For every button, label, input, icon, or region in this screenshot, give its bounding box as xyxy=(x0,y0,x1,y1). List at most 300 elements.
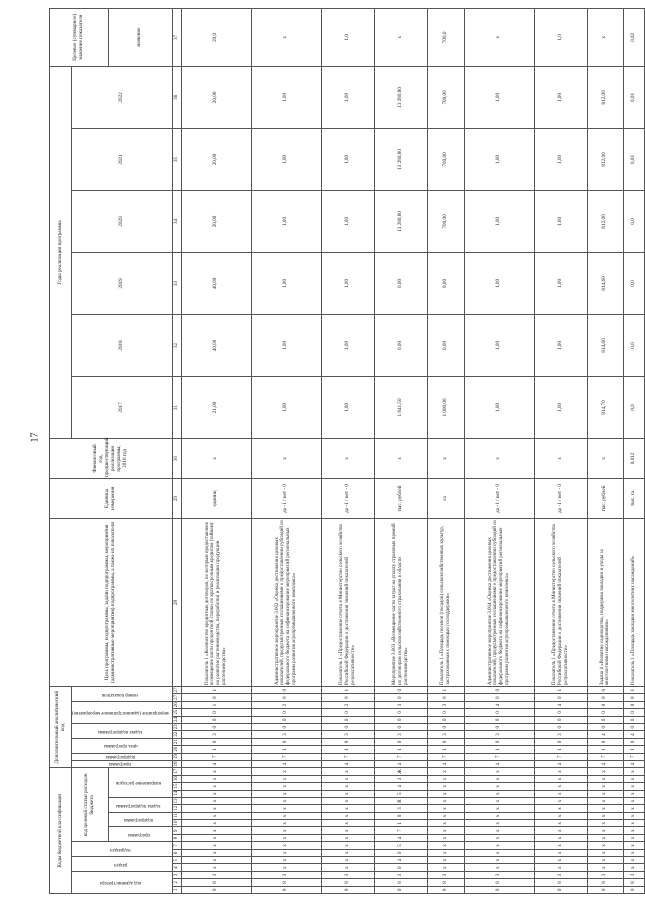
header-target-value: значение xyxy=(108,8,172,66)
code-cell: x xyxy=(464,842,534,849)
code-cell: x xyxy=(251,783,321,790)
fin-year-cell: x xyxy=(321,438,374,478)
code-cell: x xyxy=(181,857,251,864)
year-value-cell: 0,00 xyxy=(374,252,427,314)
code-cell: x xyxy=(534,827,587,834)
header-target-article-0 xyxy=(108,827,172,842)
code-cell: x xyxy=(587,827,623,834)
code-cell: 3 xyxy=(534,871,587,878)
year-value-cell: 13 280,80 xyxy=(374,66,427,128)
code-cell: 4 xyxy=(374,783,427,790)
indicator-description: Показатель 1 «Количество кредитных договоров, по которым предоставлено возмещение части процентной ставки по краткосрочным кредитам (займам) на развитие растениеводства, переработки и реализации продукции растениеводства» xyxy=(181,518,251,686)
code-cell: 0 xyxy=(534,694,587,701)
code-cell: 0 xyxy=(624,709,644,716)
code-cell: 0 xyxy=(587,709,623,716)
code-cell: x xyxy=(181,812,251,819)
code-cell: 8 xyxy=(251,879,321,886)
code-cell: 0 xyxy=(374,864,427,871)
code-cell: 0 xyxy=(321,738,374,745)
code-cell: x xyxy=(321,820,374,827)
code-cell: x xyxy=(587,775,623,782)
code-cell: x xyxy=(251,834,321,841)
column-number-year: 33 xyxy=(172,252,181,314)
column-number: 6 xyxy=(172,849,181,856)
column-number: 17 xyxy=(172,768,181,775)
column-number: 9 xyxy=(172,827,181,834)
code-cell: x xyxy=(428,805,464,812)
code-cell: x xyxy=(587,768,623,775)
code-cell: 3 xyxy=(464,871,534,878)
year-value-cell: 1,00 xyxy=(251,128,321,190)
code-cell: 0 xyxy=(251,694,321,701)
code-cell: 0 xyxy=(534,738,587,745)
code-cell: 0 xyxy=(321,694,374,701)
year-value-cell: 1,00 xyxy=(321,376,374,438)
code-cell: x xyxy=(321,812,374,819)
header-sub-extra-label: задача подпрограммы xyxy=(98,728,143,734)
year-value-cell: 0,01 xyxy=(624,66,644,128)
table-row xyxy=(464,8,534,893)
code-cell: x xyxy=(624,797,644,804)
code-cell: x xyxy=(181,864,251,871)
code-cell: 0 xyxy=(464,716,534,723)
code-cell: 4 xyxy=(374,760,427,767)
code-cell: x xyxy=(624,768,644,775)
year-value-cell: 1,00 xyxy=(464,376,534,438)
code-cell: 0 xyxy=(251,738,321,745)
code-cell: x xyxy=(534,857,587,864)
column-number-desc: 28 xyxy=(172,518,181,686)
code-cell: 1 xyxy=(428,686,464,694)
code-cell: 8 xyxy=(534,879,587,886)
code-cell: 1 xyxy=(321,686,374,694)
unit-cell: единиц xyxy=(181,478,251,518)
column-number-year: 32 xyxy=(172,314,181,376)
code-cell: 4 xyxy=(587,760,623,767)
code-cell: x xyxy=(181,805,251,812)
indicator-description: Показатель 1 «Предоставление отчета в Министерство сельского хозяйства Российской Федерации о достижении значений показателей результативности» xyxy=(534,518,587,686)
code-cell: x xyxy=(464,849,534,856)
header-sub-extra-0 xyxy=(72,760,173,767)
column-number-target: 37 xyxy=(172,8,181,66)
year-value-cell: 1,00 xyxy=(321,128,374,190)
column-number: 1 xyxy=(172,886,181,893)
column-number: 24 xyxy=(172,716,181,723)
header-target-article-label: задача подпрограммы xyxy=(116,802,161,808)
code-cell: x xyxy=(587,849,623,856)
year-value-cell: 20,00 xyxy=(181,190,251,252)
year-value-cell: 40,00 xyxy=(181,314,251,376)
code-cell: 5 xyxy=(374,790,427,797)
code-cell: x xyxy=(534,805,587,812)
code-cell: 0 xyxy=(464,738,534,745)
code-cell: x xyxy=(251,768,321,775)
column-number: 25 xyxy=(172,709,181,716)
header-target: Целевое (суммарное) значение показателя xyxy=(50,8,109,66)
table-row xyxy=(251,8,321,893)
indicator-description: Мероприятие 3.003 «Возмещение части затрат на уплату страховых премий по договорам сельскохозяйственного страхования в области растениеводства» xyxy=(374,518,427,686)
column-number-year: 34 xyxy=(172,190,181,252)
code-cell: 0 xyxy=(464,886,534,893)
code-cell: x xyxy=(534,768,587,775)
code-cell: 0 xyxy=(587,694,623,701)
year-value-cell: 13 280,80 xyxy=(374,190,427,252)
code-cell: x xyxy=(428,775,464,782)
code-cell: x xyxy=(587,864,623,871)
code-cell: 7 xyxy=(374,753,427,760)
code-cell: x xyxy=(464,790,534,797)
code-cell: x xyxy=(428,864,464,871)
code-cell: x xyxy=(321,864,374,871)
code-cell: x xyxy=(534,775,587,782)
code-cell: x xyxy=(321,790,374,797)
code-cell: x xyxy=(321,783,374,790)
year-value-cell: 700,00 xyxy=(428,128,464,190)
unit-cell: га xyxy=(428,478,464,518)
column-number: 21 xyxy=(172,738,181,745)
code-cell: 2 xyxy=(251,701,321,708)
unit-cell: да -1 / нет - 0 xyxy=(534,478,587,518)
code-cell: 8 xyxy=(321,879,374,886)
code-cell: x xyxy=(321,775,374,782)
code-cell: x xyxy=(321,797,374,804)
unit-cell: да -1 / нет - 0 xyxy=(251,478,321,518)
code-cell: x xyxy=(181,842,251,849)
fin-year-cell: x xyxy=(534,438,587,478)
column-number: 7 xyxy=(172,842,181,849)
code-cell: x xyxy=(428,783,464,790)
table-row xyxy=(534,8,587,893)
code-cell: 1 xyxy=(587,746,623,753)
target-value-cell: 0,02 xyxy=(624,8,644,66)
year-value-cell: 20,00 xyxy=(181,128,251,190)
code-cell: 0 xyxy=(464,724,534,731)
code-cell: x xyxy=(624,827,644,834)
code-cell: x xyxy=(624,820,644,827)
code-cell: x xyxy=(251,864,321,871)
column-number: 5 xyxy=(172,857,181,864)
code-cell: 0 xyxy=(321,886,374,893)
column-number: 27 xyxy=(172,686,181,694)
code-cell: 5 xyxy=(374,842,427,849)
header-year-2019: 2019 xyxy=(72,252,173,314)
code-cell: x xyxy=(428,768,464,775)
fin-year-cell: x xyxy=(464,438,534,478)
code-cell: 3 xyxy=(534,731,587,738)
year-value-cell: 1,00 xyxy=(534,190,587,252)
page-number: 17 xyxy=(29,432,41,443)
year-value-cell: 1,00 xyxy=(321,66,374,128)
code-cell: x xyxy=(181,849,251,856)
code-cell: x xyxy=(624,783,644,790)
year-value-cell: 0,00 xyxy=(428,314,464,376)
code-cell: x xyxy=(181,834,251,841)
year-value-cell: 1,00 xyxy=(321,314,374,376)
code-cell: x xyxy=(624,812,644,819)
header-name: Цель программы, подпрограммы, задачи подпрограммы, мероприятия (административные мероприятия) подпрограммы, а также их показатели xyxy=(50,518,173,686)
code-cell: 0 xyxy=(624,738,644,745)
code-cell: x xyxy=(624,805,644,812)
header-target-article-3 xyxy=(108,768,172,798)
header-year-2018: 2018 xyxy=(72,314,173,376)
code-cell: 0 xyxy=(374,738,427,745)
unit-cell: тыс. га xyxy=(624,478,644,518)
code-cell: 0 xyxy=(374,724,427,731)
fin-year-cell: x xyxy=(374,438,427,478)
program-indicators-table xyxy=(49,8,645,894)
code-cell: 0 xyxy=(587,686,623,694)
header-sub-extra-label: номер показателя xyxy=(102,691,139,697)
code-cell: 1 xyxy=(374,746,427,753)
code-cell: 4 xyxy=(534,760,587,767)
code-cell: 7 xyxy=(321,753,374,760)
code-cell: x xyxy=(181,775,251,782)
document-sheet xyxy=(49,8,636,894)
year-value-cell: 40,00 xyxy=(181,252,251,314)
code-cell: x xyxy=(464,768,534,775)
column-number: 14 xyxy=(172,790,181,797)
year-value-cell: 1,00 xyxy=(464,252,534,314)
code-cell: 0 xyxy=(587,886,623,893)
code-cell: x xyxy=(251,842,321,849)
code-cell: x xyxy=(587,805,623,812)
rotated-table-wrapper xyxy=(49,8,636,894)
column-number: 15 xyxy=(172,783,181,790)
column-number: 10 xyxy=(172,820,181,827)
code-cell: 7 xyxy=(464,753,534,760)
code-cell: x xyxy=(534,834,587,841)
header-sub-extra-2 xyxy=(72,738,173,753)
code-cell: 8 xyxy=(464,879,534,886)
code-cell: 0 xyxy=(587,701,623,708)
code-cell: x xyxy=(321,827,374,834)
year-value-cell: 1,00 xyxy=(534,314,587,376)
code-cell: x xyxy=(534,812,587,819)
header-unit: Единица измерения xyxy=(50,478,173,518)
code-cell: x xyxy=(321,834,374,841)
header-sub-extra-1 xyxy=(72,753,173,760)
code-cell: 8 xyxy=(428,879,464,886)
year-value-cell: 1,00 xyxy=(464,66,534,128)
code-cell: 4 xyxy=(321,760,374,767)
year-value-cell: 1,00 xyxy=(251,190,321,252)
code-cell: x xyxy=(587,820,623,827)
code-cell: 0 xyxy=(321,716,374,723)
code-cell: x xyxy=(181,768,251,775)
code-cell: 3 xyxy=(374,701,427,708)
header-sub-budget-0 xyxy=(72,871,173,893)
code-cell: 0 xyxy=(624,886,644,893)
code-cell: 3 xyxy=(374,775,427,782)
fin-year-cell: 0,012 xyxy=(624,438,644,478)
header-sub-extra-label: подпрограмма xyxy=(105,753,135,759)
code-cell: 0 xyxy=(181,886,251,893)
column-number: 4 xyxy=(172,864,181,871)
year-value-cell: 0,0 xyxy=(624,252,644,314)
fin-year-cell: x xyxy=(428,438,464,478)
code-cell: 4 xyxy=(624,760,644,767)
code-cell: 0 xyxy=(374,812,427,819)
unit-cell: тыс. рублей xyxy=(587,478,623,518)
code-cell: 3 xyxy=(374,731,427,738)
code-cell: 4 xyxy=(587,731,623,738)
code-cell: 0 xyxy=(534,724,587,731)
code-cell: 3 xyxy=(321,731,374,738)
code-cell: 3 xyxy=(181,731,251,738)
code-cell: 1 xyxy=(624,686,644,694)
code-cell: x xyxy=(587,790,623,797)
year-value-cell: 700,00 xyxy=(428,66,464,128)
code-cell: 1 xyxy=(464,746,534,753)
year-value-cell: 1,00 xyxy=(464,314,534,376)
column-number-unit: 29 xyxy=(172,478,181,518)
year-value-cell: 814,70 xyxy=(587,376,623,438)
code-cell: x xyxy=(251,827,321,834)
code-cell: x xyxy=(464,820,534,827)
code-cell: 4 xyxy=(624,731,644,738)
code-cell: x xyxy=(624,790,644,797)
code-cell: 0 xyxy=(181,716,251,723)
code-cell: x xyxy=(534,820,587,827)
code-cell: 7 xyxy=(534,753,587,760)
code-cell: 3 xyxy=(321,871,374,878)
code-cell: x xyxy=(587,834,623,841)
header-year-2017: 2017 xyxy=(72,376,173,438)
code-cell: 0 xyxy=(624,716,644,723)
code-cell: x xyxy=(624,842,644,849)
header-year-2020: 2020 xyxy=(72,190,173,252)
code-cell: x xyxy=(464,857,534,864)
year-value-cell: 0,0 xyxy=(624,376,644,438)
code-cell: x xyxy=(428,790,464,797)
header-year-2022: 2022 xyxy=(72,66,173,128)
code-cell: 0 xyxy=(428,694,464,701)
code-cell: 0 xyxy=(624,701,644,708)
code-cell: 3 xyxy=(374,871,427,878)
code-cell: 3 xyxy=(464,731,534,738)
code-cell: x xyxy=(464,834,534,841)
column-number: 27 xyxy=(172,694,181,701)
header-extra-codes: Дополнительный аналитический код xyxy=(50,686,72,767)
indicator-description: Задача 4 «Развитие садоводства, поддержка закладки и ухода за многолетними насаждениями» xyxy=(587,518,623,686)
indicator-description: Административное мероприятие 3.002 «Оценка достижения целевых показателей, предусмотренных соглашениями о предоставлении субсидий из федерального бюджета на софинансирование мероприятий региональных программ развития агропромышленного комплекса» xyxy=(251,518,321,686)
table-row xyxy=(587,8,623,893)
code-cell: x xyxy=(624,834,644,841)
column-number-year: 36 xyxy=(172,66,181,128)
table-row xyxy=(624,8,644,893)
code-cell: x xyxy=(251,820,321,827)
code-cell: 3 xyxy=(181,871,251,878)
code-cell: 3 xyxy=(251,871,321,878)
header-year-2021: 2021 xyxy=(72,128,173,190)
code-cell: 4 xyxy=(534,701,587,708)
fin-year-cell: x xyxy=(181,438,251,478)
code-cell: 0 xyxy=(428,738,464,745)
code-cell: 4 xyxy=(251,760,321,767)
year-value-cell: 1,00 xyxy=(534,66,587,128)
code-cell: 0 xyxy=(464,686,534,694)
column-number-fin: 30 xyxy=(172,438,181,478)
code-cell: x xyxy=(464,812,534,819)
year-value-cell: 812,00 xyxy=(587,128,623,190)
header-sub-extra-label: программа xyxy=(109,761,132,767)
code-cell: x xyxy=(181,827,251,834)
year-value-cell: 1,00 xyxy=(534,128,587,190)
code-cell: 1 xyxy=(534,746,587,753)
code-cell: 0 xyxy=(374,716,427,723)
code-cell: 3 xyxy=(428,731,464,738)
code-cell: 7 xyxy=(181,753,251,760)
header-sub-budget-label: код администратора xyxy=(99,880,141,886)
header-budget-codes: Коды бюджетной классификации xyxy=(50,768,72,894)
code-cell: 4 xyxy=(464,701,534,708)
code-cell: x xyxy=(181,797,251,804)
code-cell: x xyxy=(534,797,587,804)
code-cell: x xyxy=(251,790,321,797)
code-cell: 0 xyxy=(251,686,321,694)
header-sub-budget-3: код целевой статьи расходов бюджета xyxy=(72,768,109,842)
code-cell: x xyxy=(534,790,587,797)
column-number-year: 31 xyxy=(172,376,181,438)
unit-cell: да -1 / нет - 0 xyxy=(321,478,374,518)
table-row xyxy=(374,8,427,893)
code-cell: 0 xyxy=(587,724,623,731)
code-cell: x xyxy=(251,775,321,782)
column-number: 12 xyxy=(172,805,181,812)
code-cell: 1 xyxy=(624,746,644,753)
year-value-cell: 1,00 xyxy=(251,66,321,128)
year-value-cell: 1,00 xyxy=(464,190,534,252)
year-value-cell: 1,00 xyxy=(321,190,374,252)
code-cell: 0 xyxy=(374,694,427,701)
year-value-cell: 814,60 xyxy=(587,314,623,376)
target-value-cell: x xyxy=(374,8,427,66)
code-cell: 0 xyxy=(321,724,374,731)
unit-cell: тыс. рублей xyxy=(374,478,427,518)
code-cell: 1 xyxy=(374,820,427,827)
code-cell: x xyxy=(624,864,644,871)
code-cell: x xyxy=(587,857,623,864)
year-value-cell: 1 841,50 xyxy=(374,376,427,438)
code-cell: x xyxy=(587,842,623,849)
code-cell: 1 xyxy=(181,686,251,694)
code-cell: 4 xyxy=(374,857,427,864)
code-cell: 0 xyxy=(587,716,623,723)
code-cell: 8 xyxy=(624,879,644,886)
code-cell: 0 xyxy=(374,686,427,694)
header-target-article-label: программа xyxy=(127,832,150,838)
code-cell: 0 xyxy=(624,724,644,731)
unit-cell: да -1 / нет - 0 xyxy=(464,478,534,518)
code-cell: 4 xyxy=(374,834,427,841)
code-cell: 3 xyxy=(587,871,623,878)
year-value-cell: 700,00 xyxy=(428,190,464,252)
code-cell: 8 xyxy=(374,879,427,886)
code-cell: x xyxy=(321,857,374,864)
header-sub-budget-1 xyxy=(72,857,173,872)
column-number: 18 xyxy=(172,760,181,767)
year-value-cell: 814,60 xyxy=(587,252,623,314)
code-cell: x xyxy=(624,857,644,864)
header-sub-budget-label: подраздел xyxy=(110,846,131,852)
code-cell: x xyxy=(534,864,587,871)
year-value-cell: 812,00 xyxy=(587,66,623,128)
header-sub-budget-label: раздел xyxy=(113,861,127,867)
code-cell: 8 xyxy=(181,879,251,886)
code-cell: 0 xyxy=(587,738,623,745)
code-cell: x xyxy=(428,820,464,827)
header-target-article-1 xyxy=(108,812,172,827)
